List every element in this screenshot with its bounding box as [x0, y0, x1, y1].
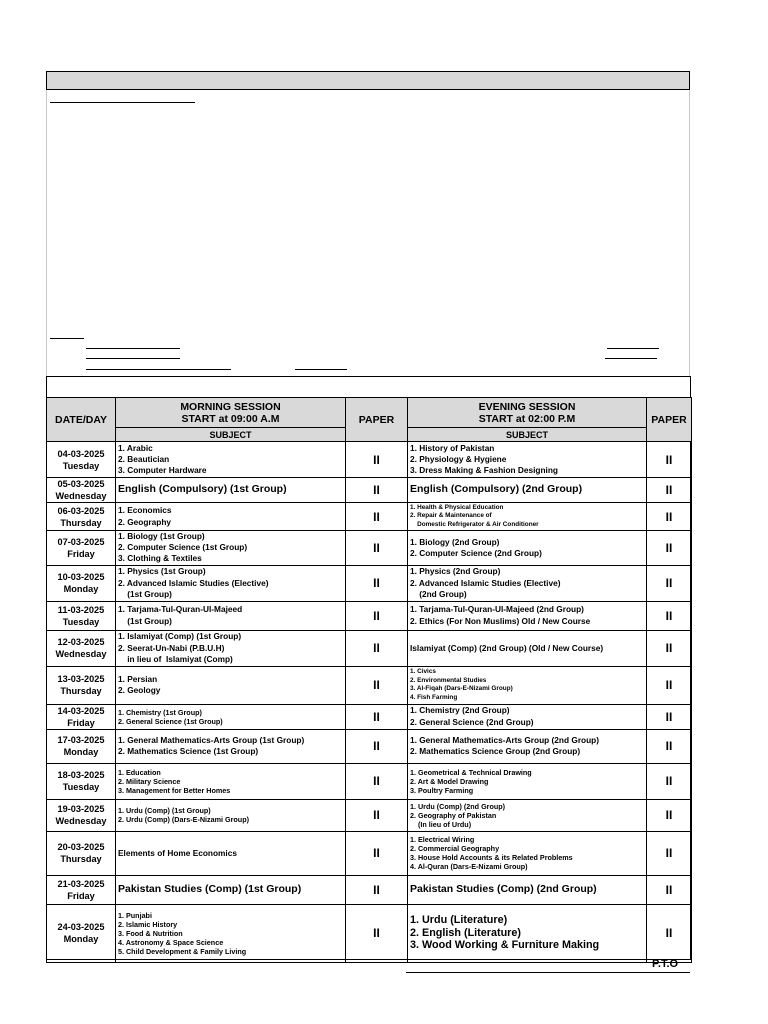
date-day-cell	[47, 442, 116, 478]
morning-subject-cell	[116, 704, 346, 729]
schedule-row	[47, 478, 692, 503]
date-day-cell	[47, 630, 116, 666]
evening-paper-cell: II	[647, 729, 692, 763]
morning-subject-cell	[116, 799, 346, 831]
subject-line: 1. Physics (2nd Group)	[410, 566, 501, 577]
subject-line: (1st Group)	[118, 588, 172, 599]
exam-date: 19-03-2025	[57, 804, 105, 815]
subject-line: 3. House Hold Accounts & its Related Problems	[410, 853, 573, 863]
subject-line: 1. History of Pakistan	[410, 442, 495, 453]
subject-line: 1. General Mathematics-Arts Group (1st Group)	[118, 734, 305, 745]
subject-line: 1. Tarjama-Tul-Quran-Ul-Majeed	[118, 604, 243, 615]
exam-date: 07-03-2025	[57, 536, 105, 547]
date-day-cell	[47, 601, 116, 630]
subject-line: 2. Repair & Maintenance of	[410, 512, 492, 520]
subject-line: 2. General Science (2nd Group)	[410, 716, 534, 727]
subject-line: 2. Geology	[118, 685, 161, 696]
subject-line: 1. Health & Physical Education	[410, 503, 504, 511]
morning-paper-cell: II	[346, 478, 408, 503]
subject-line: 2. English (Literature)	[410, 926, 521, 939]
morning-subject-header: SUBJECT	[116, 428, 346, 442]
morning-paper-cell: II	[346, 666, 408, 704]
evening-paper-cell: II	[647, 763, 692, 799]
morning-paper-cell: II	[346, 503, 408, 531]
evening-paper-cell: II	[647, 531, 692, 566]
morning-paper-cell: II	[346, 630, 408, 666]
schedule-row	[47, 799, 692, 831]
subject-line: 2. Advanced Islamic Studies (Elective)	[118, 577, 269, 588]
subject-line: 3. Poultry Farming	[410, 785, 474, 795]
evening-paper-cell: II	[647, 875, 692, 904]
morning-session-title: MORNING SESSION	[180, 400, 281, 413]
subject-line: (In lieu of Urdu)	[410, 819, 472, 829]
exam-date: 18-03-2025	[57, 770, 105, 781]
morning-session-time: START at 09:00 A.M	[181, 412, 280, 425]
schedule-row	[47, 630, 692, 666]
date-day-cell	[47, 565, 116, 601]
evening-subject-cell	[408, 799, 647, 831]
morning-subject-cell	[116, 875, 346, 904]
subject-line: 2. Commercial Geography	[410, 844, 500, 854]
subject-line: 2. Mathematics Science (1st Group)	[118, 746, 259, 757]
exam-day: Thursday	[60, 517, 102, 528]
morning-session-header	[116, 398, 346, 428]
subject-line: 1. Biology (1st Group)	[118, 531, 205, 541]
subject-line: 4. Al-Quran (Dars-E-Nizami Group)	[410, 862, 528, 872]
exam-date: 11-03-2025	[57, 604, 105, 615]
morning-subject-cell	[116, 831, 346, 875]
subject-line: 1. Urdu (Comp) (1st Group)	[118, 806, 211, 816]
date-day-cell	[47, 904, 116, 962]
subject-line: 5. Child Development & Family Living	[118, 946, 247, 956]
schedule-row	[47, 704, 692, 729]
exam-date: 04-03-2025	[57, 448, 105, 459]
evening-subject-cell	[408, 565, 647, 601]
exam-date: 12-03-2025	[57, 637, 105, 648]
date-day-cell	[47, 478, 116, 503]
schedule-row	[47, 531, 692, 566]
exam-date: 14-03-2025	[57, 705, 105, 716]
exam-day: Thursday	[60, 854, 102, 865]
title-bar	[46, 71, 690, 90]
date-day-cell	[47, 831, 116, 875]
morning-paper-cell: II	[346, 763, 408, 799]
subject-line: 2. Physiology & Hygiene	[410, 453, 507, 464]
exam-date: 17-03-2025	[57, 735, 105, 746]
evening-paper-cell: II	[647, 503, 692, 531]
underline-rule	[50, 102, 195, 103]
morning-paper-cell: II	[346, 531, 408, 566]
morning-paper-cell: II	[346, 799, 408, 831]
subject-line: (2nd Group)	[410, 588, 467, 599]
exam-day: Monday	[63, 584, 99, 595]
subject-line: 1. Civics	[410, 668, 436, 676]
evening-paper-cell: II	[647, 478, 692, 503]
subject-line: 2. Islamic History	[118, 919, 178, 929]
morning-subject-cell	[116, 442, 346, 478]
evening-paper-cell: II	[647, 704, 692, 729]
schedule-row	[47, 565, 692, 601]
subject-line: 1. Physics (1st Group)	[118, 566, 206, 577]
exam-day: Monday	[63, 934, 99, 945]
subject-line: 2. Computer Science (1st Group)	[118, 542, 248, 553]
evening-paper-cell: II	[647, 565, 692, 601]
evening-paper-cell: II	[647, 904, 692, 962]
evening-subject-cell	[408, 601, 647, 630]
subject-line: 2. Advanced Islamic Studies (Elective)	[410, 577, 561, 588]
subject-line: 3. Management for Better Homes	[118, 785, 231, 795]
exam-date: 06-03-2025	[57, 505, 105, 516]
underline-rule	[607, 348, 659, 349]
underline-rule	[86, 358, 180, 359]
evening-paper-cell: II	[647, 601, 692, 630]
morning-subject-cell	[116, 503, 346, 531]
evening-subject-cell	[408, 630, 647, 666]
evening-session-time: START at 02:00 P.M	[478, 412, 576, 425]
subject-line: 2. Urdu (Comp) (Dars-E-Nizami Group)	[118, 815, 249, 825]
date-day-cell	[47, 799, 116, 831]
exam-day: Monday	[63, 747, 99, 758]
subject-line: Islamiyat (Comp) (2nd Group) (Old / New Course)	[410, 642, 604, 653]
subject-line: 1. Education	[118, 767, 161, 777]
subject-line: 3. Food & Nutrition	[118, 928, 183, 938]
footer-rule	[406, 972, 690, 973]
morning-paper-cell: II	[346, 442, 408, 478]
date-day-cell	[47, 531, 116, 566]
morning-subject-cell	[116, 763, 346, 799]
header-frame	[46, 90, 690, 377]
subject-line: 2. Geography	[118, 516, 172, 527]
subject-line: 2. Computer Science (2nd Group)	[410, 547, 542, 558]
morning-subject-cell	[116, 531, 346, 566]
evening-subject-cell	[408, 831, 647, 875]
exam-day: Wednesday	[55, 491, 107, 501]
subject-line: 1. Tarjama-Tul-Quran-Ul-Majeed (2nd Group)	[410, 604, 584, 615]
morning-paper-cell: II	[346, 704, 408, 729]
subject-line: 1. Islamiyat (Comp) (1st Group)	[118, 631, 242, 642]
date-day-cell	[47, 763, 116, 799]
evening-session-header	[408, 398, 647, 428]
exam-date: 20-03-2025	[57, 842, 105, 853]
schedule-row	[47, 729, 692, 763]
subject-line: 1. Chemistry (1st Group)	[118, 707, 202, 717]
morning-subject-cell	[116, 601, 346, 630]
morning-subject-cell	[116, 666, 346, 704]
subject-line: 3. Al-Fiqah (Dars-E-Nizami Group)	[410, 685, 513, 693]
exam-day: Friday	[67, 548, 95, 559]
evening-subject-cell	[408, 503, 647, 531]
evening-subject-cell	[408, 729, 647, 763]
subject-line: 1. Economics	[118, 505, 172, 516]
evening-paper-cell: II	[647, 442, 692, 478]
underline-rule	[86, 348, 180, 349]
subject-line: 3. Dress Making & Fashion Designing	[410, 465, 558, 476]
subject-line: 2. Beautician	[118, 453, 170, 464]
evening-paper-cell: II	[647, 799, 692, 831]
subject-line: 2. Art & Model Drawing	[410, 776, 489, 786]
evening-subject-cell	[408, 704, 647, 729]
evening-subject-header: SUBJECT	[408, 428, 647, 442]
schedule-row	[47, 601, 692, 630]
exam-day: Wednesday	[55, 649, 107, 660]
schedule-row	[47, 763, 692, 799]
evening-paper-cell: II	[647, 666, 692, 704]
evening-paper-cell: II	[647, 831, 692, 875]
subject-line: English (Compulsory) (2nd Group)	[410, 484, 583, 496]
schedule-row	[47, 831, 692, 875]
pto-label: P.T.O	[652, 958, 679, 970]
exam-date: 10-03-2025	[57, 572, 105, 583]
morning-subject-cell	[116, 478, 346, 503]
exam-day: Wednesday	[55, 816, 107, 827]
subject-line: 2. Geography of Pakistan	[410, 810, 497, 820]
morning-paper-cell: II	[346, 729, 408, 763]
underline-rule	[50, 338, 84, 339]
schedule-row	[47, 666, 692, 704]
subject-line: English (Compulsory) (1st Group)	[118, 484, 287, 496]
morning-subject-cell	[116, 904, 346, 962]
subject-line: 1. Chemistry (2nd Group)	[410, 705, 510, 716]
subject-line: 1. Urdu (Comp) (2nd Group)	[410, 801, 506, 811]
subject-line: 1. Punjabi	[118, 910, 152, 920]
date-sheet-table	[46, 397, 692, 963]
schedule-row	[47, 904, 692, 962]
subject-line: 4. Fish Farming	[410, 693, 458, 701]
evening-subject-cell	[408, 904, 647, 962]
subject-line: 1. Persian	[118, 673, 158, 684]
evening-subject-cell	[408, 666, 647, 704]
exam-day: Tuesday	[62, 616, 100, 627]
schedule-row	[47, 875, 692, 904]
subject-line: 1. Urdu (Literature)	[410, 914, 508, 927]
morning-paper-cell: II	[346, 601, 408, 630]
exam-date: 21-03-2025	[57, 878, 105, 889]
subject-line: 1. General Mathematics-Arts Group (2nd Group)	[410, 734, 600, 745]
evening-subject-cell	[408, 442, 647, 478]
evening-paper-cell: II	[647, 630, 692, 666]
morning-paper-cell: II	[346, 904, 408, 962]
date-day-cell	[47, 729, 116, 763]
evening-subject-cell	[408, 478, 647, 503]
subject-line: Pakistan Studies (Comp) (2nd Group)	[410, 884, 597, 895]
evening-subject-cell	[408, 763, 647, 799]
subject-line: 2. Seerat-Un-Nabi (P.B.U.H)	[118, 642, 225, 653]
subject-line: 3. Clothing & Textiles	[118, 553, 202, 564]
subject-line: 2. Military Science	[118, 776, 181, 786]
exam-date: 24-03-2025	[57, 922, 105, 933]
schedule-row	[47, 442, 692, 478]
exam-date: 05-03-2025	[57, 479, 105, 489]
subject-line: 2. General Science (1st Group)	[118, 716, 223, 726]
underline-rule	[86, 369, 231, 370]
subject-line: Elements of Home Economics	[118, 847, 237, 858]
morning-paper-cell: II	[346, 875, 408, 904]
underline-rule	[605, 358, 657, 359]
subject-line: 4. Astronomy & Space Science	[118, 937, 224, 947]
subject-line: 2. Ethics (For Non Muslims) Old / New Course	[410, 615, 591, 626]
evening-subject-cell	[408, 531, 647, 566]
exam-day: Friday	[67, 717, 95, 728]
schedule-body	[47, 442, 692, 963]
subject-line: 1. Electrical Wiring	[410, 835, 475, 845]
date-day-cell	[47, 875, 116, 904]
subject-line: 1. Geometrical & Technical Drawing	[410, 767, 532, 777]
evening-session-title: EVENING SESSION	[478, 400, 576, 413]
subject-line: Pakistan Studies (Comp) (1st Group)	[118, 884, 302, 895]
exam-day: Friday	[67, 890, 95, 901]
morning-subject-cell	[116, 630, 346, 666]
morning-paper-header: PAPER	[346, 398, 408, 442]
subject-line: 1. Arabic	[118, 442, 153, 453]
schedule-row	[47, 503, 692, 531]
exam-date: 13-03-2025	[57, 674, 105, 685]
subject-line: 3. Wood Working & Furniture Making	[410, 939, 600, 952]
underline-rule	[295, 369, 347, 370]
morning-paper-cell: II	[346, 565, 408, 601]
date-day-cell	[47, 704, 116, 729]
exam-day: Thursday	[60, 686, 102, 697]
exam-day: Tuesday	[62, 782, 100, 793]
evening-subject-cell	[408, 875, 647, 904]
evening-paper-header: PAPER	[647, 398, 692, 442]
date-day-header: DATE/DAY	[47, 398, 116, 442]
morning-paper-cell: II	[346, 831, 408, 875]
morning-subject-cell	[116, 565, 346, 601]
subject-line: 1. Biology (2nd Group)	[410, 536, 500, 547]
subject-line: 2. Mathematics Science Group (2nd Group)	[410, 746, 581, 757]
subject-line: 3. Computer Hardware	[118, 465, 207, 476]
exam-day: Tuesday	[62, 460, 100, 471]
date-day-cell	[47, 503, 116, 531]
date-day-cell	[47, 666, 116, 704]
subject-line: in lieu of Islamiyat (Comp)	[118, 653, 233, 664]
subject-line: 2. Environmental Studies	[410, 676, 487, 684]
morning-subject-cell	[116, 729, 346, 763]
subject-line: Domestic Refrigerator & Air Conditioner	[410, 520, 539, 528]
subject-line: (1st Group)	[118, 615, 172, 626]
